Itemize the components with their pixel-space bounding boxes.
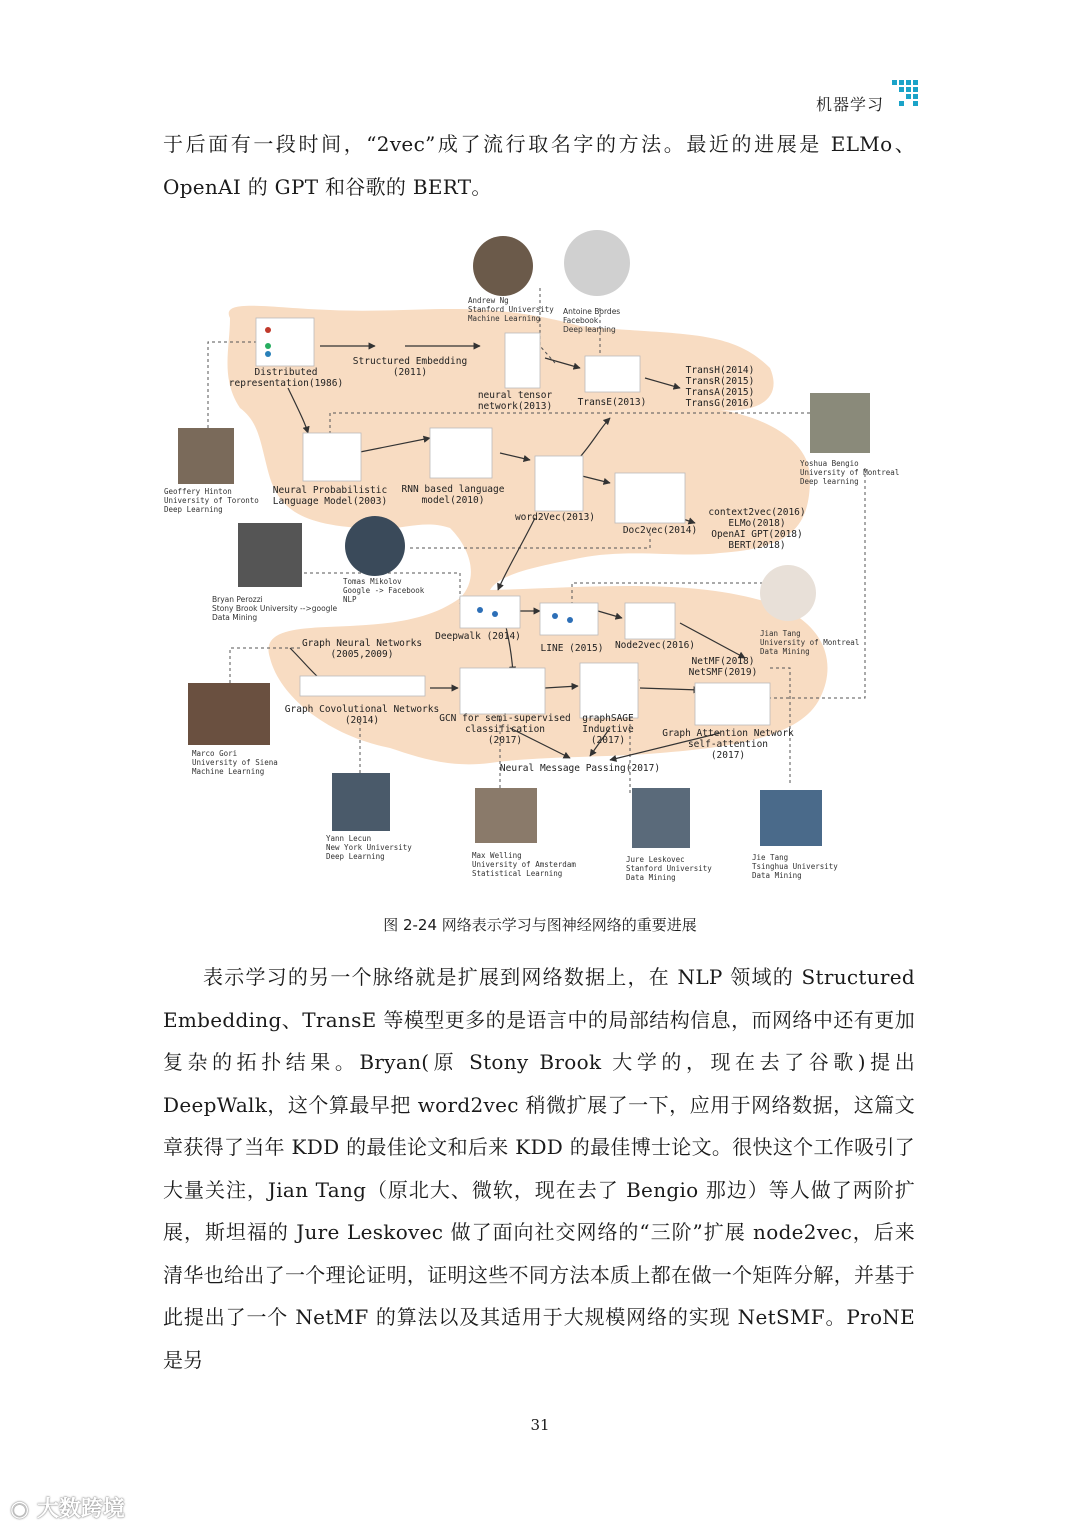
watermark-logo-icon: ◉ [10, 1497, 30, 1522]
caption-perozzi: Bryan Perozzi Stony Brook University -->google Data Mining [212, 595, 338, 622]
node-node2vec: Node2vec(2016) [614, 640, 696, 651]
caption-lecun: Yann Lecun New York University Deep Learning [326, 834, 412, 861]
logo-icon [892, 80, 918, 110]
node-context: context2vec(2016) ELMo(2018) OpenAI GPT(2018) BERT(2018) [708, 507, 806, 551]
node-netmf: NetMF(2018) NetSMF(2019) [688, 656, 758, 678]
node-doc2vec: Doc2vec(2014) [622, 525, 698, 536]
photo-tang-jian [760, 565, 816, 621]
photo-lecun [332, 773, 390, 831]
figure-diagram [160, 228, 920, 893]
node-gnn: Graph Neural Networks (2005,2009) [301, 638, 423, 660]
node-line: LINE (2015) [540, 643, 604, 654]
photo-gori [188, 683, 270, 745]
node-rnnlm: RNN based language model(2010) [401, 484, 505, 506]
node-transe: TransE(2013) [577, 397, 647, 408]
node-transx: TransH(2014) TransR(2015) TransA(2015) TransG(2016) [685, 365, 755, 409]
node-distributed: Distributed representation(1986) [228, 367, 344, 389]
photo-tang-jie [760, 790, 822, 846]
caption-bordes: Antoine Bordes Facebook Deep learning [563, 307, 621, 334]
figure-caption: 图 2-24 网络表示学习与图神经网络的重要进展 [383, 916, 697, 934]
node-structured: Structured Embedding (2011) [352, 356, 468, 378]
watermark [10, 1492, 125, 1523]
caption-bengio: Yoshua Bengio University of Montreal Deep learning [800, 459, 900, 486]
node-word2vec: word2Vec(2013) [514, 512, 596, 523]
header-section-title: 机器学习 [815, 95, 884, 114]
photo-leskovec [632, 788, 690, 848]
node-mpnn: Neural Message Passing(2017) [499, 763, 661, 774]
node-gat: Graph Attention Network self-attention (2017) [662, 728, 794, 761]
caption-mikolov: Tomas Mikolov Google -> Facebook NLP [343, 577, 425, 604]
caption-ng: Andrew Ng Stanford University Machine Learning [468, 296, 554, 323]
node-nplm: Neural Probabilistic Language Model(2003) [272, 485, 388, 507]
page-number: 31 [530, 1416, 550, 1434]
node-ntn: neural tensor network(2013) [477, 390, 553, 412]
caption-tang-jie: Jie Tang Tsinghua University Data Mining [752, 853, 838, 880]
figure-network-evolution [160, 228, 920, 893]
photo-welling [475, 788, 537, 843]
photo-perozzi [238, 523, 302, 587]
caption-gori: Marco Gori University of Siena Machine Learning [192, 749, 278, 776]
intro-paragraph: 于后面有一段时间，“2vec”成了流行取名字的方法。最近的进展是 ELMo、OpenAI 的 GPT 和谷歌的 BERT。 [163, 132, 915, 199]
caption-hinton: Geoffery Hinton University of Toronto Deep Learning [164, 487, 259, 514]
node-graphsage: graphSAGE Inductive (2017) [582, 713, 634, 746]
caption-leskovec: Jure Leskovec Stanford University Data Mining [626, 855, 712, 882]
caption-welling: Max Welling University of Amsterdam Statistical Learning [472, 851, 576, 878]
node-gcn-semi: GCN for semi-supervised classification (2017) [439, 713, 571, 746]
photo-bordes [564, 230, 630, 296]
node-deepwalk: Deepwalk (2014) [435, 631, 521, 642]
photo-hinton [178, 428, 234, 484]
caption-tang-jian: Jian Tang University of Montreal Data Mining [760, 629, 860, 656]
photo-ng [473, 236, 533, 296]
node-gcn-conv: Graph Covolutional Networks (2014) [284, 704, 440, 726]
body-paragraph: 表示学习的另一个脉络就是扩展到网络数据上，在 NLP 领域的 Structured Embedding、TransE 等模型更多的是语言中的局部结构信息，而网络中还有更加复杂的拓扑结果。Bryan(原 Stony Brook 大学的，现在去了谷歌)提出 DeepWalk，这个算最早把 word2vec 稍微扩展了一下，应用于网络数据，这篇文章获得了当年 KDD 的最佳论文和后来 KDD 的最佳博士论文。很快这个工作吸引了大量关注，Jian Tang（原北大、微软，现在去了 Bengio 那边）等人做了两阶扩展，斯坦福的 Jure Leskovec 做了面向社交网络的“三阶”扩展 node2vec，后来清华也给出了一个理论证明，证明这些不同方法本质上都在做一个矩阵分解，并基于此提出了一个 NetMF 的算法以及其适用于大规模网络的实现 NetSMF。ProNE 是另 [163, 965, 915, 1372]
watermark-text: 大数跨境 [36, 1497, 125, 1522]
photo-mikolov [345, 516, 405, 576]
photo-bengio [810, 393, 870, 453]
